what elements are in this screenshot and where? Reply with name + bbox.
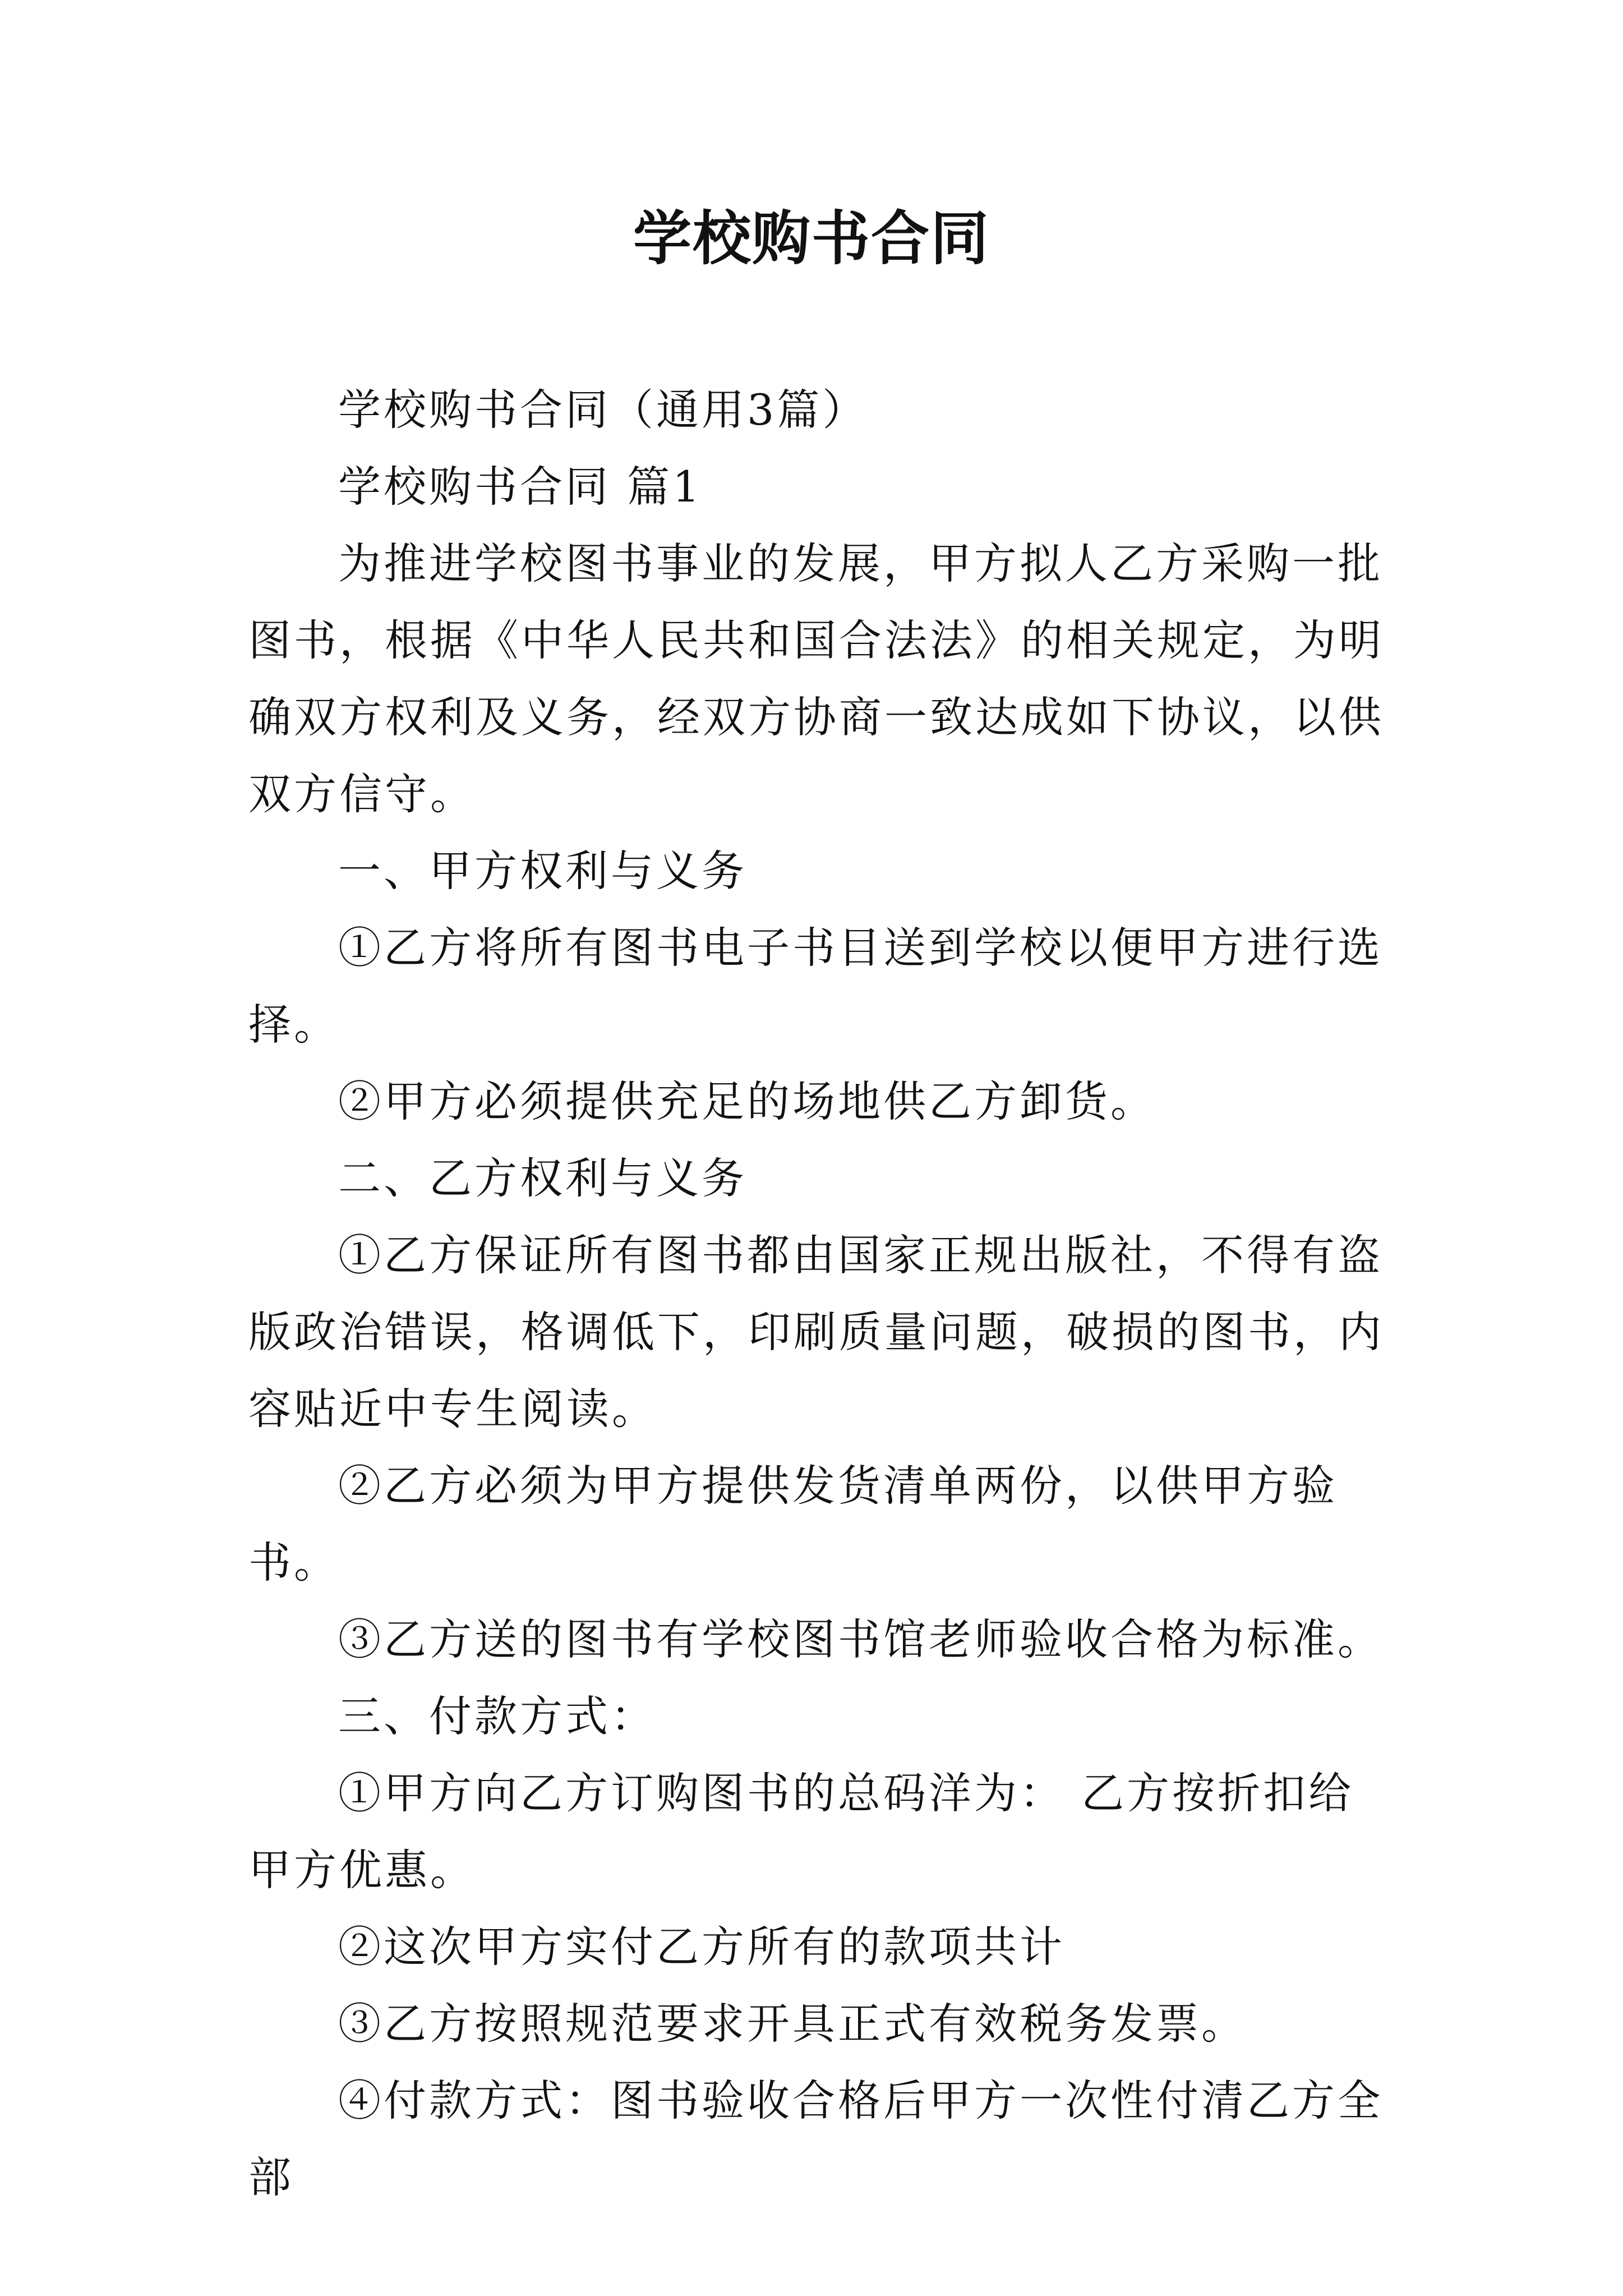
heading-party-a-rights: 一、甲方权利与义务 bbox=[338, 846, 747, 896]
subtitle-general: 学校购书合同（通用3篇） bbox=[338, 385, 868, 435]
payment-item-1: ①甲方向乙方订购图书的总码洋为： 乙方按折扣给甲方优惠。 bbox=[248, 1768, 1354, 1895]
heading-party-b-rights: 二、乙方权利与义务 bbox=[338, 1153, 747, 1203]
party-b-item-2: ②乙方必须为甲方提供发货清单两份，以供甲方验书。 bbox=[248, 1461, 1338, 1588]
heading-payment-method: 三、付款方式： bbox=[338, 1691, 656, 1741]
payment-item-3: ③乙方按照规范要求开具正式有效税务发票。 bbox=[338, 1999, 1247, 2049]
document-title: 学校购书合同 bbox=[633, 204, 990, 273]
party-a-item-1: ①乙方将所有图书电子书目送到学校以便甲方进行选择。 bbox=[248, 923, 1383, 1050]
document-body bbox=[248, 371, 1390, 2216]
payment-item-4: ④付款方式：图书验收合格后甲方一次性付清乙方全部 bbox=[248, 2076, 1383, 2202]
party-a-item-2: ②甲方必须提供充足的场地供乙方卸货。 bbox=[338, 1076, 1156, 1126]
party-b-item-3: ③乙方送的图书有学校图书馆老师验收合格为标准。 bbox=[338, 1614, 1383, 1664]
payment-item-2: ②这次甲方实付乙方所有的款项共计 bbox=[338, 1922, 1065, 1972]
party-b-item-1: ①乙方保证所有图书都由国家正规出版社，不得有盗版政治错误，格调低下，印刷质量问题，破损的图书，内容贴近中专生阅读。 bbox=[248, 1230, 1384, 1434]
intro-paragraph: 为推进学校图书事业的发展，甲方拟人乙方采购一批图书，根据《中华人民共和国合法法》的相关规定，为明确双方权利及义务，经双方协商一致达成如下协议，以供双方信守。 bbox=[248, 539, 1384, 819]
section-heading-part-1: 学校购书合同 篇1 bbox=[338, 462, 703, 512]
